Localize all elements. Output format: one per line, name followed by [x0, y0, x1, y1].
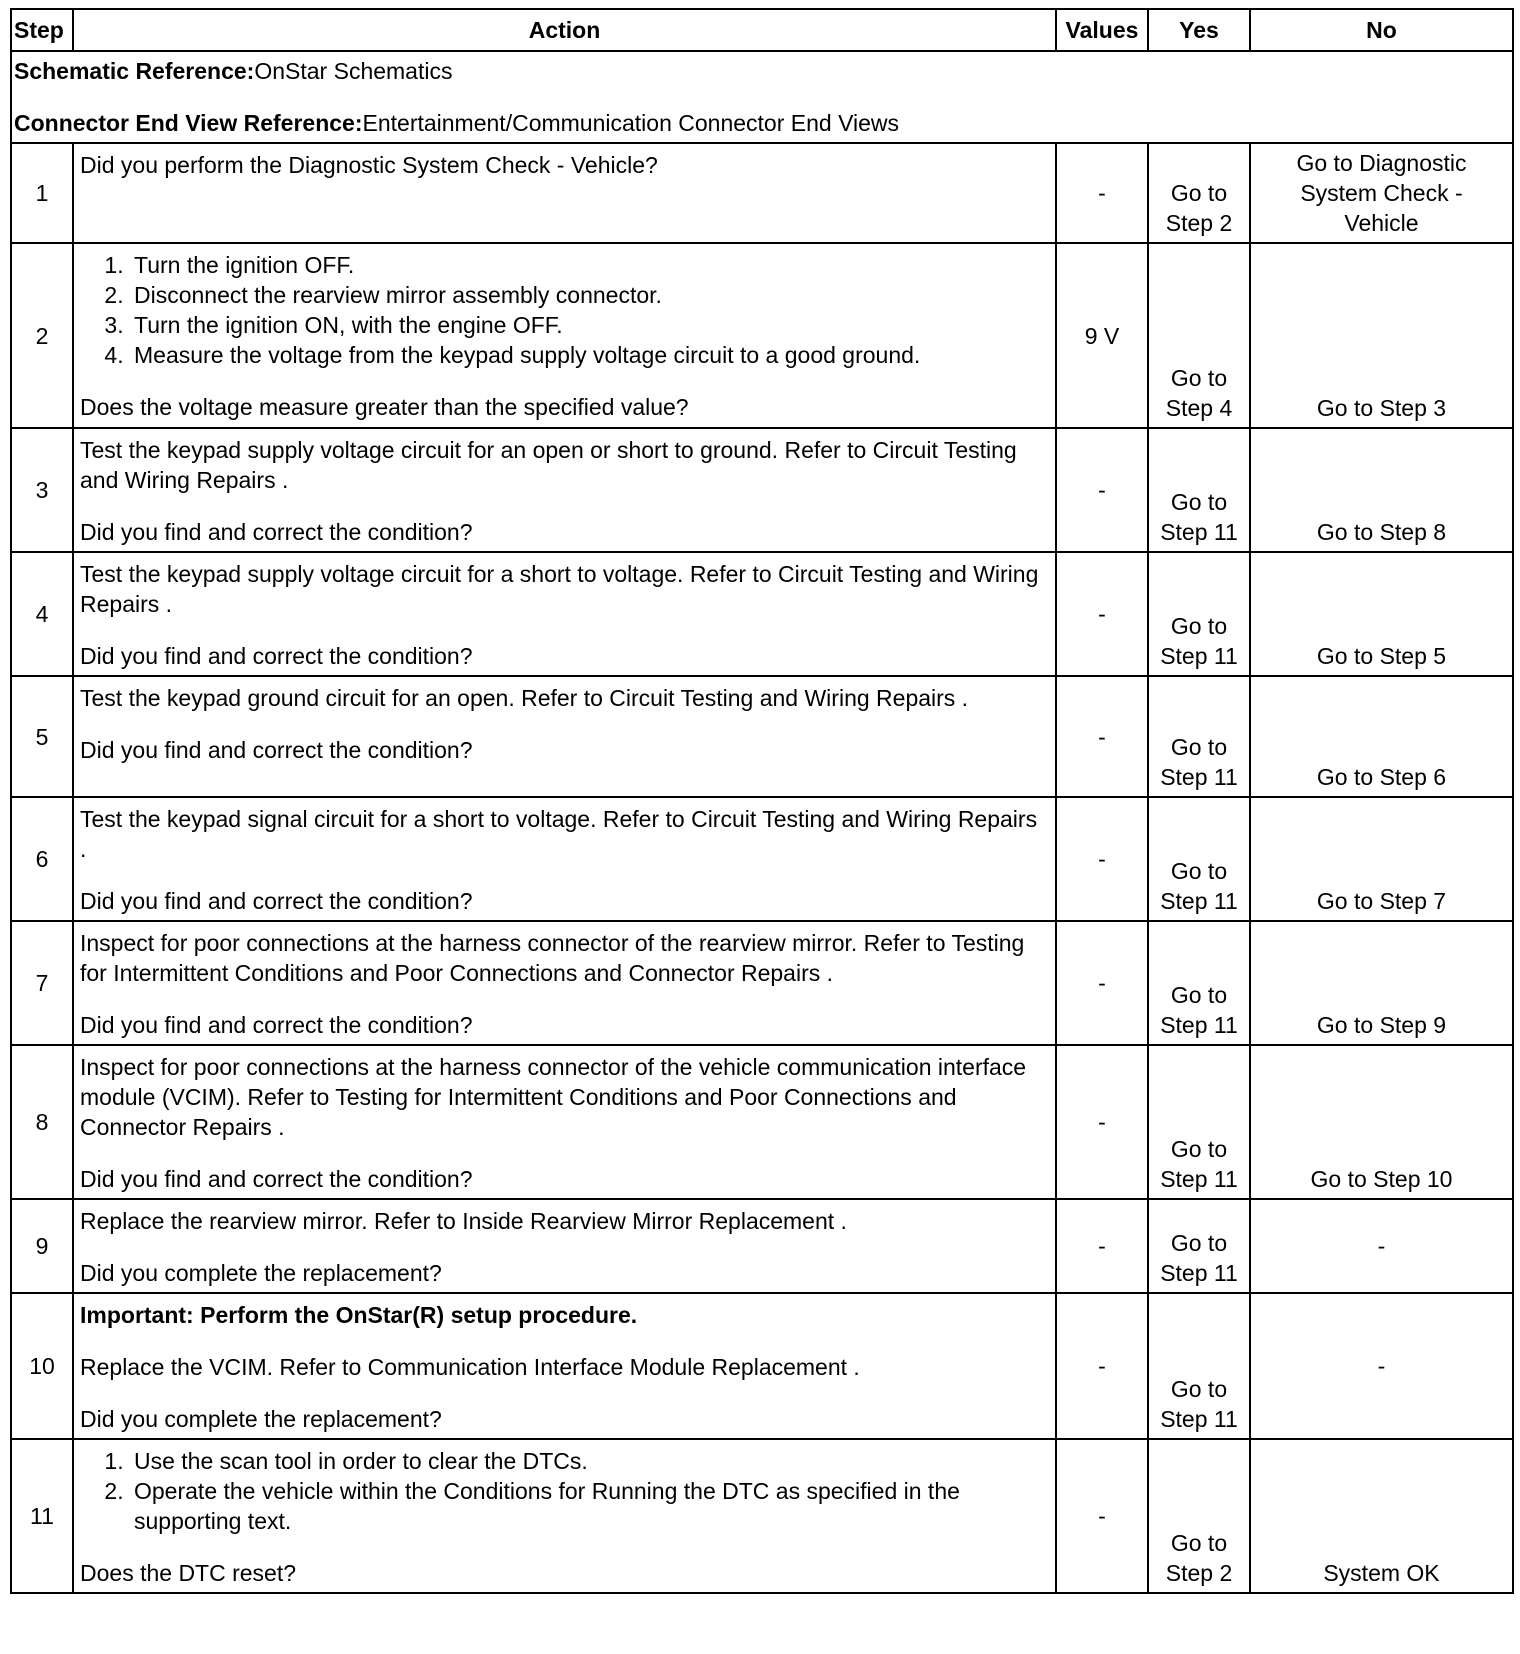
step-number: 5 [11, 676, 73, 797]
table-row [11, 921, 1513, 1045]
action-cell [73, 921, 1056, 1045]
yes-cell[interactable]: Go to Step 11 [1148, 676, 1250, 797]
action-cell [73, 1439, 1056, 1593]
action-text: Test the keypad ground circuit for an open. Refer to Circuit Testing and Wiring Repairs . [80, 685, 969, 711]
step-number: 6 [11, 797, 73, 921]
value-cell: - [1056, 676, 1148, 797]
yes-cell[interactable]: Go to Step 4 [1148, 243, 1250, 428]
header-no: No [1250, 9, 1513, 51]
table-row [11, 1199, 1513, 1293]
yes-cell[interactable]: Go to Step 11 [1148, 921, 1250, 1045]
value-cell: - [1056, 921, 1148, 1045]
no-cell[interactable]: Go to Step 3 [1250, 243, 1513, 428]
value-cell: - [1056, 1293, 1148, 1439]
step-number: 11 [11, 1439, 73, 1593]
value-cell: - [1056, 1439, 1148, 1593]
schematic-reference-label: Schematic Reference: [14, 58, 255, 84]
action-question: Did you complete the replacement? [80, 1260, 442, 1286]
action-list-item: 4. Measure the voltage from the keypad supply voltage circuit to a good ground. [130, 340, 1047, 370]
action-text: Replace the VCIM. Refer to Communication Interface Module Replacement . [80, 1354, 860, 1380]
yes-cell[interactable]: Go to Step 11 [1148, 1199, 1250, 1293]
action-text: Replace the rearview mirror. Refer to Inside Rearview Mirror Replacement . [80, 1208, 847, 1234]
value-cell: - [1056, 552, 1148, 676]
no-cell: System OK [1250, 1439, 1513, 1593]
header-values: Values [1056, 9, 1148, 51]
action-question: Did you find and correct the condition? [80, 1012, 473, 1038]
action-cell [73, 243, 1056, 428]
action-cell [73, 428, 1056, 552]
yes-cell[interactable]: Go to Step 2 [1148, 1439, 1250, 1593]
step-number: 2 [11, 243, 73, 428]
action-question: Did you find and correct the condition? [80, 888, 473, 914]
connector-reference-label: Connector End View Reference: [14, 110, 363, 136]
table-row [11, 428, 1513, 552]
action-question: Did you find and correct the condition? [80, 643, 473, 669]
no-cell[interactable]: Go to Diagnostic System Check - Vehicle [1250, 143, 1513, 243]
step-number: 1 [11, 143, 73, 243]
action-question: Did you complete the replacement? [80, 1406, 442, 1432]
header-row [11, 9, 1513, 51]
action-list-item: 1. Use the scan tool in order to clear the DTCs. [130, 1446, 1047, 1476]
yes-cell[interactable]: Go to Step 2 [1148, 143, 1250, 243]
yes-cell[interactable]: Go to Step 11 [1148, 1045, 1250, 1199]
action-text: Test the keypad signal circuit for a short to voltage. Refer to Circuit Testing and Wiring Repairs . [80, 806, 1038, 862]
no-cell: - [1250, 1293, 1513, 1439]
yes-cell[interactable]: Go to Step 11 [1148, 1293, 1250, 1439]
action-cell [73, 552, 1056, 676]
action-cell [73, 1045, 1056, 1199]
action-list-item: 3. Turn the ignition ON, with the engine OFF. [130, 310, 1047, 340]
action-text: Inspect for poor connections at the harness connector of the vehicle communication interface module (VCIM). Refer to Testing for Intermittent Conditions and Poor Connections and Connector Repairs . [80, 1054, 1027, 1140]
no-cell[interactable]: Go to Step 5 [1250, 552, 1513, 676]
action-text: Inspect for poor connections at the harness connector of the rearview mirror. Refer to Testing for Intermittent Conditions and Poor Connections and Connector Repairs . [80, 930, 1025, 986]
reference-row [11, 51, 1513, 143]
header-step: Step [11, 9, 73, 51]
value-cell: - [1056, 1199, 1148, 1293]
value-cell: - [1056, 1045, 1148, 1199]
step-number: 8 [11, 1045, 73, 1199]
step-number: 3 [11, 428, 73, 552]
table-row [11, 243, 1513, 428]
action-text: Test the keypad supply voltage circuit for a short to voltage. Refer to Circuit Testing and Wiring Repairs . [80, 561, 1039, 617]
action-list-item: 2. Operate the vehicle within the Conditions for Running the DTC as specified in the supporting text. [130, 1476, 1047, 1536]
yes-cell[interactable]: Go to Step 11 [1148, 552, 1250, 676]
diagnostic-table [10, 8, 1514, 1594]
step-number: 7 [11, 921, 73, 1045]
value-cell: - [1056, 797, 1148, 921]
action-question: Does the voltage measure greater than the specified value? [80, 394, 689, 420]
action-cell [73, 1293, 1056, 1439]
action-cell [73, 797, 1056, 921]
action-text: Did you perform the Diagnostic System Check - Vehicle? [80, 152, 658, 178]
header-yes: Yes [1148, 9, 1250, 51]
table-row [11, 797, 1513, 921]
action-cell [73, 1199, 1056, 1293]
action-question: Did you find and correct the condition? [80, 737, 473, 763]
connector-reference-link[interactable]: Entertainment/Communication Connector End Views [362, 110, 900, 136]
value-cell: - [1056, 143, 1148, 243]
no-cell[interactable]: Go to Step 10 [1250, 1045, 1513, 1199]
no-cell[interactable]: Go to Step 8 [1250, 428, 1513, 552]
action-list-item: 1. Turn the ignition OFF. [130, 250, 1047, 280]
no-cell[interactable]: Go to Step 9 [1250, 921, 1513, 1045]
table-row [11, 143, 1513, 243]
action-question: Does the DTC reset? [80, 1560, 297, 1586]
action-list [80, 1446, 1047, 1536]
step-number: 10 [11, 1293, 73, 1439]
table-row [11, 552, 1513, 676]
header-action: Action [73, 9, 1056, 51]
action-text: Test the keypad supply voltage circuit for an open or short to ground. Refer to Circuit Testing and Wiring Repairs . [80, 437, 1017, 493]
yes-cell[interactable]: Go to Step 11 [1148, 428, 1250, 552]
table-row [11, 1045, 1513, 1199]
yes-cell[interactable]: Go to Step 11 [1148, 797, 1250, 921]
step-number: 9 [11, 1199, 73, 1293]
action-cell [73, 676, 1056, 797]
value-cell: 9 V [1056, 243, 1148, 428]
value-cell: - [1056, 428, 1148, 552]
action-question: Did you find and correct the condition? [80, 519, 473, 545]
no-cell: - [1250, 1199, 1513, 1293]
action-cell [73, 143, 1056, 243]
no-cell[interactable]: Go to Step 6 [1250, 676, 1513, 797]
table-row [11, 1293, 1513, 1439]
action-list-item: 2. Disconnect the rearview mirror assembly connector. [130, 280, 1047, 310]
important-note: Important: Perform the OnStar(R) setup procedure. [80, 1302, 638, 1328]
action-list [80, 250, 1047, 370]
schematic-reference-link[interactable]: OnStar Schematics [254, 58, 453, 84]
action-question: Did you find and correct the condition? [80, 1166, 473, 1192]
reference-cell [11, 51, 1513, 143]
no-cell[interactable]: Go to Step 7 [1250, 797, 1513, 921]
table-row [11, 676, 1513, 797]
table-row [11, 1439, 1513, 1593]
step-number: 4 [11, 552, 73, 676]
